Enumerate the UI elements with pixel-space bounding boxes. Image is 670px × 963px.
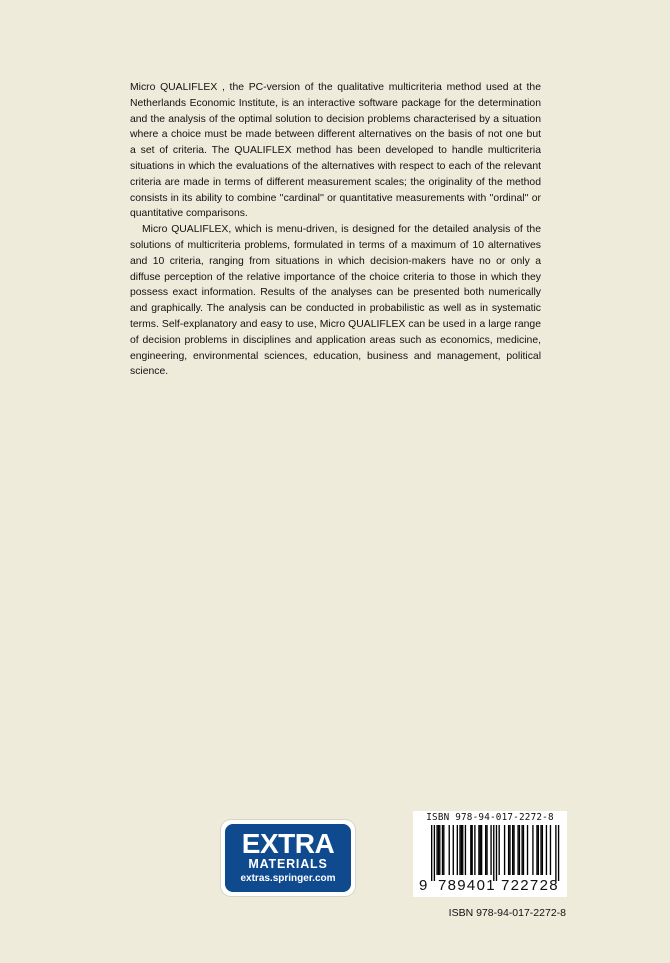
barcode-bar [517,825,518,875]
extra-subtitle: MATERIALS [248,857,328,871]
barcode-bar [461,825,462,875]
barcode-bar [434,825,435,881]
barcode-bar [513,825,514,875]
barcode-bar [486,825,487,875]
barcode-bar [465,825,466,875]
barcode-bar [459,825,460,875]
barcode-bar [485,825,486,875]
barcode-bar [550,825,551,875]
extra-materials-badge[interactable] [221,820,355,896]
barcode-bar [540,825,541,875]
barcode-bar [519,825,520,875]
barcode-bar [542,825,543,875]
barcode-bar [509,825,510,875]
barcode-bar [555,825,556,881]
barcode-bar [558,825,559,881]
barcode-group-left: 789401 [438,877,496,894]
isbn-barcode [413,811,567,897]
barcode-bar [504,825,505,875]
barcode-bar [453,825,454,875]
barcode-isbn-header: ISBN 978-94-017-2272-8 [426,812,554,823]
barcode-bar [538,825,539,875]
back-cover-blurb [130,80,541,380]
blurb-paragraph-1: Micro QUALIFLEX , the PC-version of the qualitative multicriteria method used at the Netherlands Economic Institute, is an interactive software package for the determination and the analysis of the optimal solution to decision problems characterised by a situation where a choice must be made between different alternatives on the basis of not one but a set of criteria. The QUALIFLEX method has been developed to handle multicriteria situations in which the evaluations of the alternatives with respect to each of the relevant criteria are made in terms of different measurement scales; the originality of the method consists in its ability to combine ''cardinal'' or quantitative measurements with ''ordinal'' or quantitative comparisons. [130,82,541,220]
barcode-bar [436,825,437,875]
isbn-footer-text: ISBN 978-94-017-2272-8 [448,907,566,919]
barcode-bars [417,825,563,881]
barcode-bar [532,825,533,875]
extra-materials-logo [225,824,351,892]
barcode-bar [546,825,547,875]
barcode-bar [470,825,471,875]
barcode-bar [536,825,537,875]
extra-title: EXTRA [241,828,335,859]
barcode-bar [442,825,443,875]
barcode-bar [508,825,509,875]
barcode-bar [493,825,494,881]
barcode-bar [490,825,491,875]
barcode-bar [496,825,497,881]
barcode-bar [462,825,463,875]
barcode-bar [431,825,432,881]
barcode-bar [512,825,513,875]
extra-url: extras.springer.com [240,873,336,884]
barcode-bar [472,825,473,875]
barcode-bar [449,825,450,875]
blurb-paragraph-2: Micro QUALIFLEX, which is menu-driven, is designed for the detailed analysis of the solutions of multicriteria problems, formulated in terms of a maximum of 10 alternatives and 10 criteria, ranging from situations in which decision-makers have no or only a diffuse perception of the relative importance of the choice criteria to those in which they possess exact information. Results of the analyses can be presented both numerically and graphically. The analysis can be conducted in probabilistic as well as in systematic terms. Self-explanatory and easy to use, Micro QUALIFLEX can be used in a large range of decision problems in disciplines and application areas such as economics, medicine, engineering, environmental sciences, education, business and management, political science. [130,224,541,378]
barcode-bar [443,825,444,875]
barcode-bar [439,825,440,875]
barcode-lead-digit: 9 [419,877,428,894]
barcode-group-right: 722728 [501,877,559,894]
barcode-bar [457,825,458,875]
barcode-bar [474,825,475,875]
barcode-bar [499,825,500,875]
barcode-bar [438,825,439,875]
barcode-bar [478,825,479,875]
barcode-bar [521,825,522,875]
barcode-bar [523,825,524,875]
barcode-bar [480,825,481,875]
barcode-bar [527,825,528,875]
barcode-bar [481,825,482,875]
